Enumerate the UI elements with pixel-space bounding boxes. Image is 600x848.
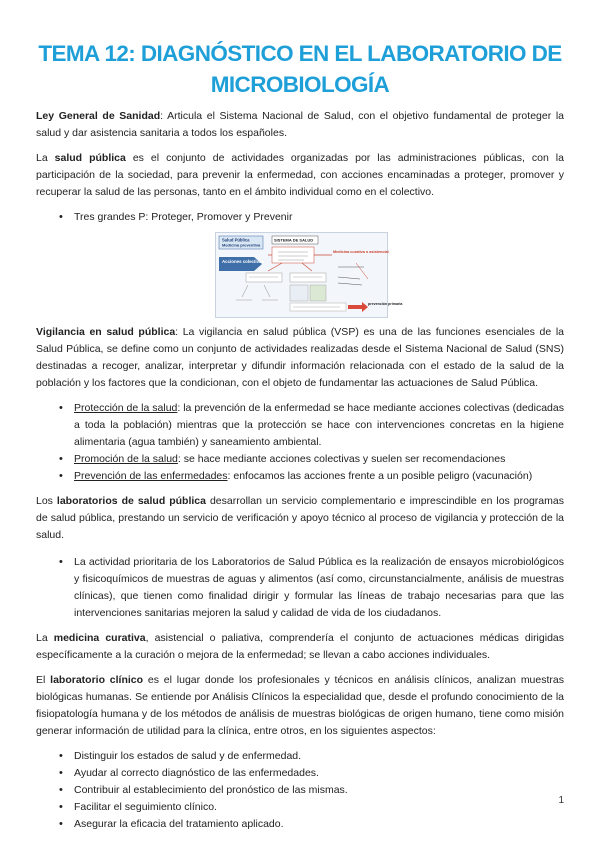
text-pre: La [36, 632, 54, 644]
term-medicina-curativa: medicina curativa [53, 632, 146, 644]
page-title: TEMA 12: DIAGNÓSTICO EN EL LABORATORIO DE MICROBIOLOGÍA [38, 41, 562, 97]
list-item [74, 400, 564, 451]
text-proteccion: : la prevención de la enfermedad se hace mediante acciones colectivas (dedicadas a toda la población) mientras que la protección se hace con intervenciones concretas en la higiene alimentaria (agua también) y saneamiento ambiental. [74, 402, 564, 448]
paragraph-vigilancia [36, 324, 564, 392]
list-item: • Asegurar la eficacia del tratamiento aplicado. [74, 816, 564, 833]
page-number: 1 [558, 795, 564, 806]
term-proteccion: Protección de la salud [74, 402, 178, 414]
document-page [36, 0, 564, 833]
term-laboratorio-clinico: laboratorio clínico [50, 674, 144, 686]
diagram-image [216, 233, 403, 317]
text-medicina-curativa: , asistencial o paliativa, comprendería el conjunto de actuaciones médicas dirigidas específicamente a la curación o mejora de la enfermedad; se llevan a cabo acciones individuales. [36, 632, 564, 661]
list-item [74, 468, 564, 485]
label-sistema-de-salud: SISTEMA DE SALUD [274, 237, 314, 243]
list-vsp [74, 400, 564, 485]
label-medicina-curativa: Medicina curativa o asistencial [333, 250, 389, 254]
text-laboratorio-clinico: es el lugar donde los profesionales y técnicos en análisis clínicos, analizan muestras biológicas humanas. Se entiende por Análisis Clínicos la especialidad que, desde el profundo conocimiento de la fisiopatología humana y de los métodos de análisis de muestras biológicas de origen humano, tiene como misión generar información de utilidad para la clínica, entre otros, en los siguientes aspectos: [36, 674, 564, 737]
label-acciones-colectivas: Acciones colectivas [222, 259, 264, 264]
term-prevencion: Prevención de las enfermedades [74, 470, 228, 482]
text-laboratorios: desarrollan un servicio complementario e imprescindible en los programas de salud pública, prestando un servicio de verificación y apoyo técnico al proceso de vigilancia y protección de la salud. [36, 495, 564, 541]
term-vigilancia: Vigilancia en salud pública [36, 326, 176, 338]
term-salud-publica: salud pública [54, 152, 126, 164]
list-lab-activity [74, 554, 564, 622]
text-pre: La [36, 152, 55, 164]
text-vigilancia: : La vigilancia en salud pública (VSP) es una de las funciones esenciales de la Salud Pública, se define como un conjunto de actividades realizadas desde el Sistema Nacional de Salud (SNS) destinadas a recoger, analizar, interpretar y difundir información relacionada con el estado de la salud de la población y los factores que la condicionan, con el objeto de fundamentar las actuaciones de Salud Pública. [36, 326, 565, 389]
text-pre: El [36, 674, 51, 686]
list-item: • La actividad prioritaria de los Laboratorios de Salud Pública es la realización de ensayos microbiológicos y fisicoquímicos de muestras de aguas y alimentos (así como, circunstancialmente, análisis de muestras clínicas), que tienen como finalidad dirigir y formular las líneas de trabajo necesarias para que las intervenciones sanitarias mejoren la salud y calidad de vida de los ciudadanos. [74, 554, 564, 622]
label-prevencion-primaria: prevención primaria [368, 302, 403, 306]
list-item: • Facilitar el seguimiento clínico. [74, 799, 564, 816]
paragraph-salud-publica [36, 150, 564, 201]
term-promocion: Promoción de la salud [74, 453, 178, 465]
term-ley-general: Ley General de Sanidad [36, 110, 161, 122]
list-item: • Distinguir los estados de salud y de enfermedad. [74, 748, 564, 765]
text-prevencion: : enfocamos las acciones frente a un posible peligro (vacunación) [227, 470, 533, 482]
text-ley-general: : Articula el Sistema Nacional de Salud, con el objetivo fundamental de proteger la salud y dar asistencia sanitaria a todos los españoles. [36, 110, 564, 139]
list-item: • Contribuir al establecimiento del pronóstico de las mismas. [74, 782, 564, 799]
term-laboratorios: laboratorios de salud pública [56, 495, 206, 507]
list-item: • Tres grandes P: Proteger, Promover y Prevenir [74, 209, 564, 226]
list-aspects [74, 748, 564, 833]
list-item [74, 451, 564, 468]
paragraph-ley-general [36, 108, 564, 142]
paragraph-laboratorio-clinico [36, 672, 564, 740]
paragraph-medicina-curativa [36, 630, 564, 664]
text-pre: Los [36, 495, 57, 507]
list-item: • Ayudar al correcto diagnóstico de las enfermedades. [74, 765, 564, 782]
salud-publica-diagram [215, 232, 403, 318]
text-salud-publica: es el conjunto de actividades organizadas por las administraciones públicas, con la participación de la sociedad, para prevenir la enfermedad, con acciones encaminadas a proteger, promover y recuperar la salud de las personas, tanto en el ámbito individual como en el colectivo. [36, 152, 564, 198]
paragraph-laboratorios [36, 493, 564, 544]
list-tres-p [74, 209, 564, 226]
label-medicina-preventiva: Medicina preventiva [222, 242, 261, 248]
label-salud-publica: Salud Pública [222, 237, 250, 243]
text-promocion: : se hace mediante acciones colectivas y suelen ser recomendaciones [177, 453, 506, 465]
